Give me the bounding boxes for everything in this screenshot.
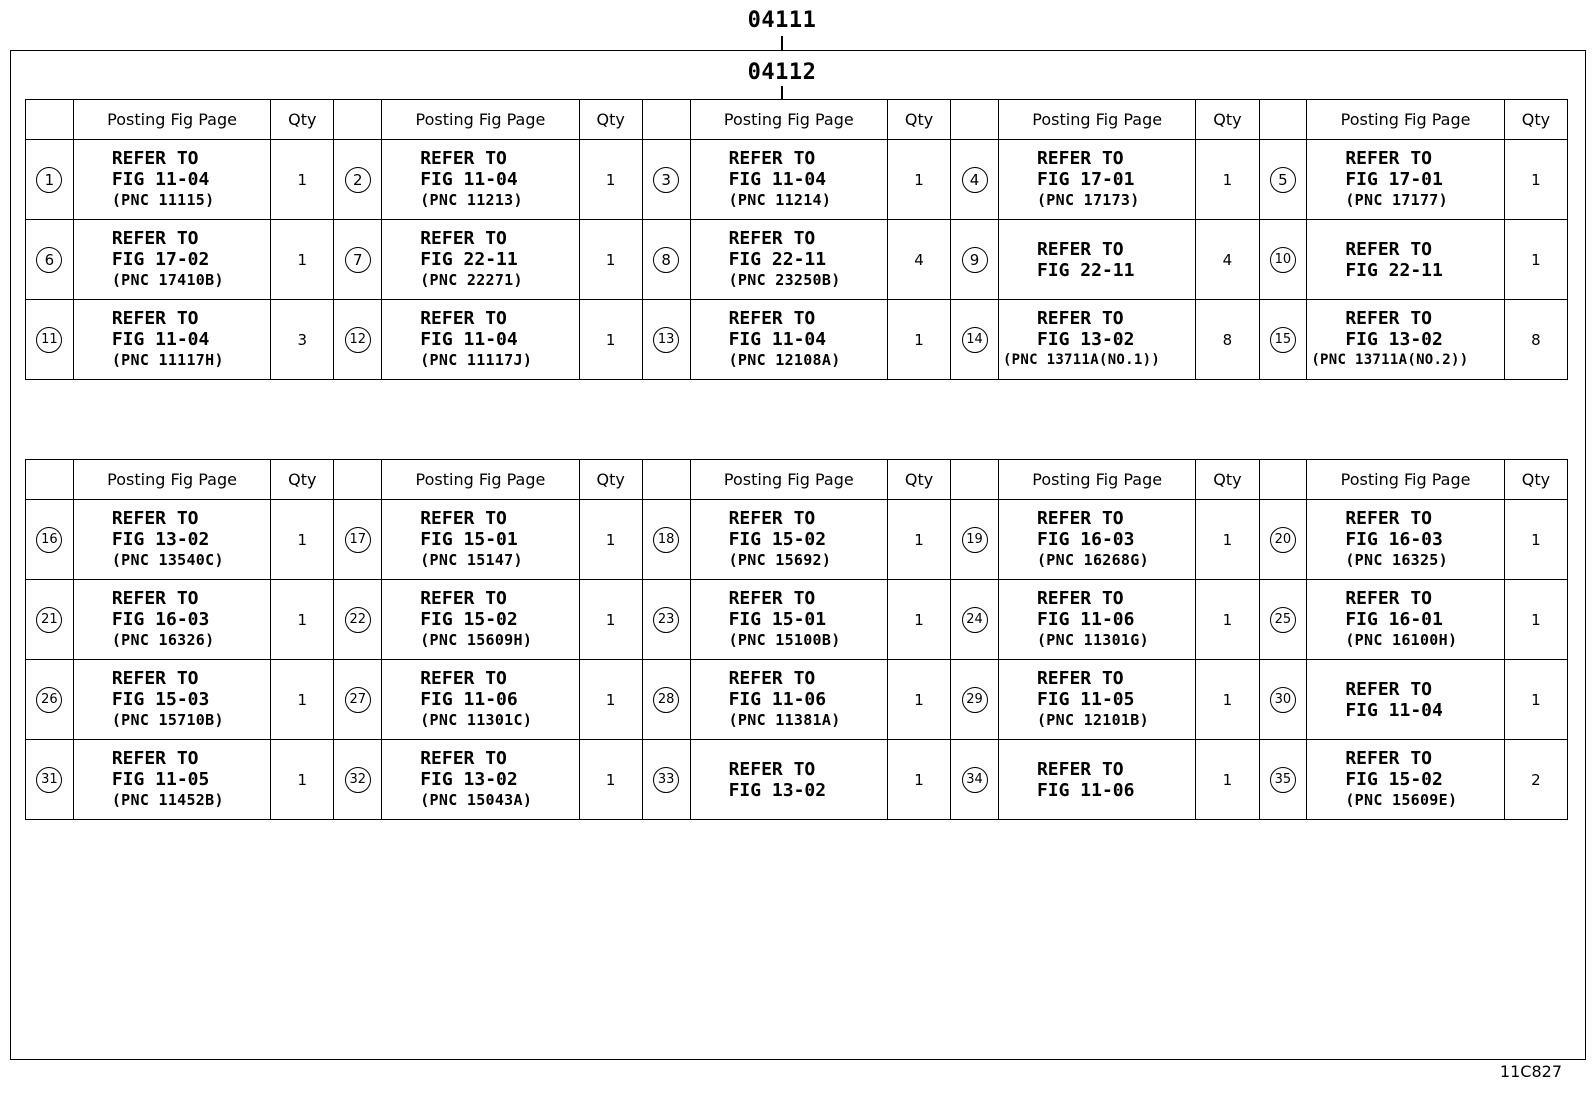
posting-cell bbox=[1307, 660, 1504, 740]
refer-to-text: REFER TO bbox=[420, 668, 507, 689]
qty-cell: 1 bbox=[1196, 580, 1259, 660]
pnc-code: (PNC 11117J) bbox=[420, 351, 533, 369]
fig-reference: FIG 11-04 bbox=[728, 329, 827, 350]
qty-cell: 1 bbox=[888, 580, 951, 660]
fig-reference: FIG 22-11 bbox=[1345, 259, 1443, 281]
pnc-code: (PNC 16100H) bbox=[1345, 631, 1458, 649]
header-ref-blank bbox=[26, 460, 74, 500]
ref-number-circle: 4 bbox=[962, 167, 988, 193]
ref-number-circle: 7 bbox=[345, 247, 371, 273]
posting-cell bbox=[73, 220, 270, 300]
ref-number-cell bbox=[642, 500, 690, 580]
header-qty: Qty bbox=[1196, 460, 1259, 500]
fig-reference: FIG 22-11 bbox=[1036, 259, 1135, 281]
ref-number-cell bbox=[642, 660, 690, 740]
posting-cell bbox=[998, 220, 1195, 300]
ref-number-cell bbox=[334, 580, 382, 660]
refer-to-text: REFER TO bbox=[420, 588, 507, 609]
ref-number-cell bbox=[334, 660, 382, 740]
refer-to-text: REFER TO bbox=[728, 508, 816, 529]
refer-to-text: REFER TO bbox=[420, 228, 507, 249]
posting-cell bbox=[382, 740, 579, 820]
pnc-code: (PNC 13711A(NO.1)) bbox=[1002, 352, 1161, 368]
header-ref-blank bbox=[26, 100, 74, 140]
header-row bbox=[26, 460, 1568, 500]
ref-number-cell bbox=[334, 140, 382, 220]
qty-cell: 1 bbox=[1504, 140, 1567, 220]
pnc-code: (PNC 11301C) bbox=[420, 711, 533, 729]
pnc-code: (PNC 13540C) bbox=[111, 551, 224, 569]
qty-cell: 1 bbox=[579, 500, 642, 580]
ref-number-circle: 6 bbox=[36, 247, 62, 273]
header-qty: Qty bbox=[271, 100, 334, 140]
refer-to-text: REFER TO bbox=[1036, 588, 1124, 609]
qty-cell: 1 bbox=[271, 740, 334, 820]
pnc-code: (PNC 15147) bbox=[420, 551, 523, 569]
ref-number-circle: 17 bbox=[345, 527, 371, 553]
subassembly-label: 04112 bbox=[747, 60, 817, 85]
posting-cell bbox=[690, 300, 887, 380]
fig-reference: FIG 13-02 bbox=[1036, 329, 1135, 350]
pnc-code: (PNC 17177) bbox=[1345, 191, 1448, 209]
ref-number-circle: 10 bbox=[1270, 247, 1296, 273]
posting-cell bbox=[998, 580, 1195, 660]
pnc-code: (PNC 11214) bbox=[728, 191, 832, 209]
refer-to-text: REFER TO bbox=[1345, 308, 1433, 329]
ref-number-cell bbox=[1259, 500, 1307, 580]
posting-cell bbox=[998, 500, 1195, 580]
header-qty: Qty bbox=[1504, 460, 1567, 500]
posting-cell bbox=[690, 580, 887, 660]
fig-reference: FIG 15-02 bbox=[728, 529, 827, 550]
fig-reference: FIG 11-05 bbox=[1036, 689, 1135, 710]
fig-reference: FIG 17-02 bbox=[111, 249, 210, 270]
posting-cell bbox=[73, 580, 270, 660]
ref-number-cell bbox=[951, 500, 999, 580]
ref-number-cell bbox=[642, 140, 690, 220]
ref-number-cell bbox=[642, 220, 690, 300]
pnc-code: (PNC 11115) bbox=[111, 191, 215, 209]
qty-cell: 1 bbox=[888, 500, 951, 580]
header-qty: Qty bbox=[271, 460, 334, 500]
ref-number-cell bbox=[1259, 300, 1307, 380]
refer-to-text: REFER TO bbox=[111, 588, 199, 609]
figure-code: 11C827 bbox=[1499, 1062, 1562, 1081]
ref-number-circle: 19 bbox=[962, 527, 988, 553]
posting-cell bbox=[382, 220, 579, 300]
header-ref-blank bbox=[951, 460, 999, 500]
fig-reference: FIG 17-01 bbox=[1036, 169, 1135, 190]
pnc-code: (PNC 17410B) bbox=[111, 271, 224, 289]
fig-reference: FIG 11-04 bbox=[420, 169, 518, 190]
ref-number-circle: 27 bbox=[345, 687, 371, 713]
ref-number-circle: 13 bbox=[653, 327, 679, 353]
qty-cell: 1 bbox=[271, 580, 334, 660]
header-qty: Qty bbox=[888, 460, 951, 500]
qty-cell: 1 bbox=[271, 500, 334, 580]
posting-cell bbox=[382, 500, 579, 580]
posting-cell bbox=[73, 500, 270, 580]
fig-reference: FIG 16-03 bbox=[111, 609, 210, 630]
posting-cell bbox=[1307, 220, 1504, 300]
ref-number-cell bbox=[951, 580, 999, 660]
ref-number-cell bbox=[1259, 740, 1307, 820]
posting-cell bbox=[690, 740, 887, 820]
ref-number-cell bbox=[951, 740, 999, 820]
fig-reference: FIG 11-04 bbox=[728, 169, 827, 190]
ref-number-circle: 2 bbox=[345, 167, 371, 193]
table-row bbox=[26, 140, 1568, 220]
ref-number-circle: 23 bbox=[653, 607, 679, 633]
fig-reference: FIG 16-03 bbox=[1345, 529, 1443, 550]
posting-cell bbox=[382, 660, 579, 740]
ref-number-circle: 26 bbox=[36, 687, 62, 713]
refer-to-text: REFER TO bbox=[1345, 148, 1433, 169]
qty-cell: 1 bbox=[271, 220, 334, 300]
pnc-code: (PNC 11213) bbox=[420, 191, 523, 209]
table-row bbox=[26, 220, 1568, 300]
qty-cell: 1 bbox=[888, 660, 951, 740]
posting-cell bbox=[1307, 500, 1504, 580]
refer-to-text: REFER TO bbox=[1036, 668, 1124, 689]
ref-number-circle: 30 bbox=[1270, 687, 1296, 713]
posting-cell bbox=[998, 300, 1195, 380]
refer-to-text: REFER TO bbox=[111, 748, 199, 769]
ref-number-cell bbox=[642, 300, 690, 380]
ref-number-circle: 15 bbox=[1270, 327, 1296, 353]
posting-cell bbox=[690, 220, 887, 300]
ref-number-circle: 11 bbox=[36, 327, 62, 353]
ref-number-cell bbox=[642, 580, 690, 660]
refer-to-text: REFER TO bbox=[111, 668, 199, 689]
qty-cell: 1 bbox=[1196, 500, 1259, 580]
ref-number-circle: 28 bbox=[653, 687, 679, 713]
pnc-code: (PNC 15710B) bbox=[111, 711, 224, 729]
posting-cell bbox=[382, 580, 579, 660]
header-qty: Qty bbox=[579, 460, 642, 500]
refer-to-text: REFER TO bbox=[420, 508, 507, 529]
posting-cell bbox=[73, 740, 270, 820]
ref-number-cell bbox=[951, 220, 999, 300]
fig-reference: FIG 16-03 bbox=[1036, 529, 1135, 550]
refer-to-text: REFER TO bbox=[728, 758, 816, 780]
pnc-code: (PNC 11301G) bbox=[1036, 631, 1149, 649]
ref-number-circle: 9 bbox=[962, 247, 988, 273]
ref-number-cell bbox=[26, 220, 74, 300]
table-row bbox=[26, 500, 1568, 580]
refer-to-text: REFER TO bbox=[1345, 508, 1433, 529]
ref-number-circle: 25 bbox=[1270, 607, 1296, 633]
ref-number-circle: 14 bbox=[962, 327, 988, 353]
refer-to-text: REFER TO bbox=[420, 148, 507, 169]
header-row bbox=[26, 100, 1568, 140]
refer-to-text: REFER TO bbox=[111, 148, 199, 169]
ref-number-cell bbox=[951, 300, 999, 380]
fig-reference: FIG 13-02 bbox=[111, 529, 210, 550]
qty-cell: 1 bbox=[888, 740, 951, 820]
header-posting: Posting Fig Page bbox=[73, 460, 270, 500]
refer-to-text: REFER TO bbox=[1036, 508, 1124, 529]
qty-cell: 1 bbox=[1504, 500, 1567, 580]
refer-to-text: REFER TO bbox=[1345, 588, 1433, 609]
ref-number-circle: 33 bbox=[653, 767, 679, 793]
parts-table-2 bbox=[25, 459, 1568, 820]
fig-reference: FIG 17-01 bbox=[1345, 169, 1443, 190]
fig-reference: FIG 11-05 bbox=[111, 769, 210, 790]
ref-number-cell bbox=[26, 300, 74, 380]
assembly-label: 04111 bbox=[747, 8, 817, 33]
table-row bbox=[26, 300, 1568, 380]
ref-number-circle: 16 bbox=[36, 527, 62, 553]
refer-to-text: REFER TO bbox=[420, 748, 507, 769]
fig-reference: FIG 15-02 bbox=[1345, 769, 1443, 790]
qty-cell: 1 bbox=[1504, 580, 1567, 660]
table-row bbox=[26, 660, 1568, 740]
header-posting: Posting Fig Page bbox=[73, 100, 270, 140]
ref-number-cell bbox=[26, 500, 74, 580]
refer-to-text: REFER TO bbox=[728, 668, 816, 689]
ref-number-cell bbox=[26, 660, 74, 740]
posting-cell bbox=[73, 300, 270, 380]
fig-reference: FIG 11-06 bbox=[1036, 779, 1135, 801]
pnc-code: (PNC 12101B) bbox=[1036, 711, 1149, 729]
header-ref-blank bbox=[642, 460, 690, 500]
header-ref-blank bbox=[951, 100, 999, 140]
refer-to-text: REFER TO bbox=[111, 228, 199, 249]
fig-reference: FIG 16-01 bbox=[1345, 609, 1443, 630]
pnc-code: (PNC 11452B) bbox=[111, 791, 224, 809]
qty-cell: 1 bbox=[1196, 740, 1259, 820]
fig-reference: FIG 15-01 bbox=[420, 529, 518, 550]
fig-reference: FIG 11-04 bbox=[111, 329, 210, 350]
header-posting: Posting Fig Page bbox=[1307, 460, 1504, 500]
qty-cell: 1 bbox=[579, 300, 642, 380]
qty-cell: 8 bbox=[1504, 300, 1567, 380]
ref-number-circle: 34 bbox=[962, 767, 988, 793]
qty-cell: 1 bbox=[1504, 660, 1567, 740]
posting-cell bbox=[382, 300, 579, 380]
qty-cell: 2 bbox=[1504, 740, 1567, 820]
refer-to-text: REFER TO bbox=[1036, 238, 1124, 260]
qty-cell: 1 bbox=[1196, 660, 1259, 740]
pnc-code: (PNC 15609H) bbox=[420, 631, 533, 649]
ref-number-circle: 31 bbox=[36, 767, 62, 793]
pnc-code: (PNC 16268G) bbox=[1036, 551, 1149, 569]
ref-number-cell bbox=[26, 740, 74, 820]
pnc-code: (PNC 15609E) bbox=[1345, 791, 1458, 809]
ref-number-cell bbox=[1259, 140, 1307, 220]
refer-to-text: REFER TO bbox=[111, 508, 199, 529]
qty-cell: 4 bbox=[1196, 220, 1259, 300]
pnc-code: (PNC 15043A) bbox=[420, 791, 533, 809]
fig-reference: FIG 11-04 bbox=[111, 169, 210, 190]
ref-number-circle: 8 bbox=[653, 247, 679, 273]
qty-cell: 4 bbox=[888, 220, 951, 300]
refer-to-text: REFER TO bbox=[420, 308, 507, 329]
fig-reference: FIG 15-01 bbox=[728, 609, 827, 630]
ref-number-circle: 24 bbox=[962, 607, 988, 633]
fig-reference: FIG 13-02 bbox=[420, 769, 518, 790]
ref-number-circle: 20 bbox=[1270, 527, 1296, 553]
ref-number-cell bbox=[26, 580, 74, 660]
fig-reference: FIG 11-06 bbox=[728, 689, 827, 710]
ref-number-circle: 21 bbox=[36, 607, 62, 633]
header-ref-blank bbox=[334, 460, 382, 500]
refer-to-text: REFER TO bbox=[728, 588, 816, 609]
header-ref-blank bbox=[1259, 100, 1307, 140]
fig-reference: FIG 13-02 bbox=[728, 779, 827, 801]
refer-to-text: REFER TO bbox=[1345, 678, 1433, 700]
ref-number-circle: 18 bbox=[653, 527, 679, 553]
pnc-code: (PNC 17173) bbox=[1036, 191, 1140, 209]
qty-cell: 1 bbox=[1504, 220, 1567, 300]
pnc-code: (PNC 23250B) bbox=[728, 271, 841, 289]
qty-cell: 1 bbox=[579, 140, 642, 220]
posting-cell bbox=[690, 140, 887, 220]
header-qty: Qty bbox=[888, 100, 951, 140]
pnc-code: (PNC 15100B) bbox=[728, 631, 841, 649]
pnc-code: (PNC 15692) bbox=[728, 551, 832, 569]
posting-cell bbox=[382, 140, 579, 220]
posting-cell bbox=[1307, 580, 1504, 660]
ref-number-cell bbox=[1259, 220, 1307, 300]
ref-number-circle: 5 bbox=[1270, 167, 1296, 193]
ref-number-cell bbox=[951, 660, 999, 740]
fig-reference: FIG 11-04 bbox=[420, 329, 518, 350]
pnc-code: (PNC 22271) bbox=[420, 271, 523, 289]
posting-cell bbox=[998, 660, 1195, 740]
header-posting: Posting Fig Page bbox=[998, 460, 1195, 500]
ref-number-circle: 29 bbox=[962, 687, 988, 713]
pnc-code: (PNC 11117H) bbox=[111, 351, 224, 369]
subassembly-leader-line bbox=[781, 86, 783, 100]
refer-to-text: REFER TO bbox=[728, 148, 816, 169]
header-posting: Posting Fig Page bbox=[998, 100, 1195, 140]
qty-cell: 1 bbox=[579, 740, 642, 820]
fig-reference: FIG 15-02 bbox=[420, 609, 518, 630]
ref-number-circle: 22 bbox=[345, 607, 371, 633]
refer-to-text: REFER TO bbox=[111, 308, 199, 329]
posting-cell bbox=[73, 140, 270, 220]
posting-cell bbox=[998, 140, 1195, 220]
header-posting: Posting Fig Page bbox=[382, 100, 579, 140]
fig-reference: FIG 22-11 bbox=[728, 249, 827, 270]
posting-cell bbox=[1307, 140, 1504, 220]
ref-number-cell bbox=[334, 220, 382, 300]
header-qty: Qty bbox=[1504, 100, 1567, 140]
assembly-leader-line bbox=[781, 36, 783, 50]
header-posting: Posting Fig Page bbox=[690, 100, 887, 140]
header-ref-blank bbox=[334, 100, 382, 140]
ref-number-circle: 32 bbox=[345, 767, 371, 793]
table-row bbox=[26, 740, 1568, 820]
posting-cell bbox=[690, 660, 887, 740]
ref-number-circle: 3 bbox=[653, 167, 679, 193]
refer-to-text: REFER TO bbox=[1036, 308, 1124, 329]
ref-number-cell bbox=[951, 140, 999, 220]
refer-to-text: REFER TO bbox=[728, 308, 816, 329]
ref-number-cell bbox=[334, 300, 382, 380]
posting-cell bbox=[1307, 740, 1504, 820]
pnc-code: (PNC 16326) bbox=[111, 631, 215, 649]
refer-to-text: REFER TO bbox=[728, 228, 816, 249]
header-posting: Posting Fig Page bbox=[1307, 100, 1504, 140]
pnc-code: (PNC 16325) bbox=[1345, 551, 1448, 569]
pnc-code: (PNC 12108A) bbox=[728, 351, 841, 369]
qty-cell: 1 bbox=[888, 300, 951, 380]
qty-cell: 1 bbox=[1196, 140, 1259, 220]
qty-cell: 1 bbox=[271, 140, 334, 220]
qty-cell: 1 bbox=[271, 660, 334, 740]
parts-table-1 bbox=[25, 99, 1568, 380]
header-qty: Qty bbox=[579, 100, 642, 140]
refer-to-text: REFER TO bbox=[1036, 758, 1124, 780]
posting-cell bbox=[1307, 300, 1504, 380]
posting-cell bbox=[690, 500, 887, 580]
ref-number-cell bbox=[334, 500, 382, 580]
posting-cell bbox=[998, 740, 1195, 820]
qty-cell: 8 bbox=[1196, 300, 1259, 380]
pnc-code: (PNC 13711A(NO.2)) bbox=[1311, 352, 1469, 368]
pnc-code: (PNC 11381A) bbox=[728, 711, 841, 729]
fig-reference: FIG 15-03 bbox=[111, 689, 210, 710]
fig-reference: FIG 11-06 bbox=[420, 689, 518, 710]
ref-number-cell bbox=[642, 740, 690, 820]
ref-number-cell bbox=[1259, 660, 1307, 740]
qty-cell: 1 bbox=[888, 140, 951, 220]
fig-reference: FIG 11-06 bbox=[1036, 609, 1135, 630]
qty-cell: 3 bbox=[271, 300, 334, 380]
ref-number-circle: 1 bbox=[36, 167, 62, 193]
qty-cell: 1 bbox=[579, 660, 642, 740]
qty-cell: 1 bbox=[579, 220, 642, 300]
header-qty: Qty bbox=[1196, 100, 1259, 140]
ref-number-cell bbox=[26, 140, 74, 220]
refer-to-text: REFER TO bbox=[1036, 148, 1124, 169]
header-ref-blank bbox=[642, 100, 690, 140]
fig-reference: FIG 11-04 bbox=[1345, 699, 1443, 721]
fig-reference: FIG 22-11 bbox=[420, 249, 518, 270]
ref-number-cell bbox=[334, 740, 382, 820]
ref-number-circle: 12 bbox=[345, 327, 371, 353]
ref-number-circle: 35 bbox=[1270, 767, 1296, 793]
header-posting: Posting Fig Page bbox=[382, 460, 579, 500]
refer-to-text: REFER TO bbox=[1345, 748, 1433, 769]
table-row bbox=[26, 580, 1568, 660]
qty-cell: 1 bbox=[579, 580, 642, 660]
ref-number-cell bbox=[1259, 580, 1307, 660]
header-posting: Posting Fig Page bbox=[690, 460, 887, 500]
header-ref-blank bbox=[1259, 460, 1307, 500]
fig-reference: FIG 13-02 bbox=[1345, 329, 1443, 350]
posting-cell bbox=[73, 660, 270, 740]
refer-to-text: REFER TO bbox=[1345, 238, 1433, 260]
